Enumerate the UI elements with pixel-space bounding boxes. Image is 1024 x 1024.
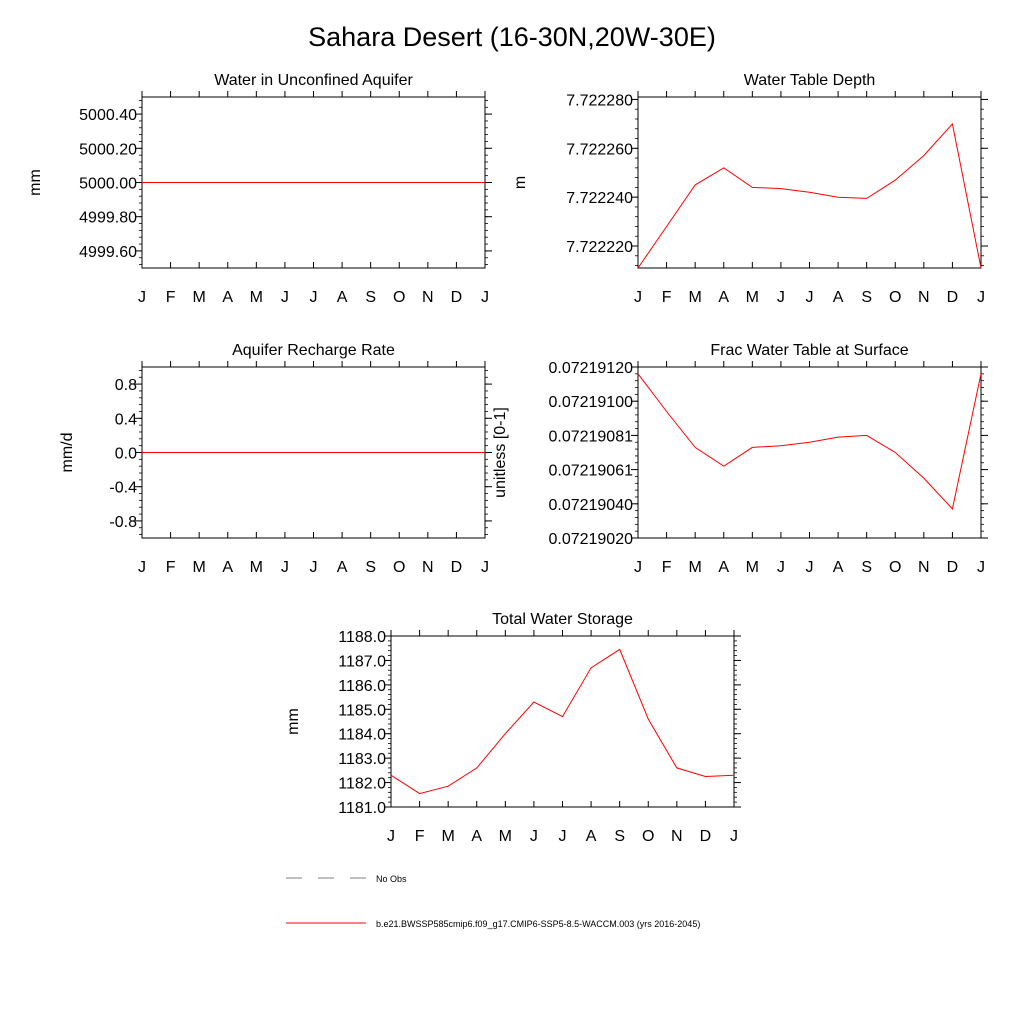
x-tick-label: D	[450, 289, 463, 306]
x-tick-label: A	[222, 289, 234, 306]
x-tick-label: S	[365, 559, 377, 576]
x-tick-label: J	[776, 559, 785, 576]
x-tick-label: F	[165, 559, 176, 576]
y-axis-label: mm/d	[59, 432, 76, 473]
y-tick-label: 5000.40	[79, 107, 137, 125]
x-tick-label: M	[192, 289, 206, 306]
x-tick-label: O	[889, 289, 902, 306]
y-tick-label: 1184.0	[338, 726, 386, 744]
x-tick-label: J	[138, 289, 146, 306]
plot-frame	[638, 97, 981, 268]
x-tick-label: N	[422, 289, 434, 306]
x-tick-label: S	[365, 289, 377, 306]
y-tick-label: -0.8	[109, 513, 137, 531]
x-tick-label: O	[393, 559, 406, 576]
series-line	[638, 124, 981, 268]
plot-frame	[391, 636, 734, 807]
legend	[286, 874, 700, 929]
x-tick-label: A	[471, 828, 483, 845]
x-tick-label: A	[718, 289, 730, 306]
x-tick-label: D	[946, 289, 959, 306]
legend-label: b.e21.BWSSP585cmip6.f09_g17.CMIP6-SSP5-8.5-WACCM.003 (yrs 2016-2045)	[376, 919, 701, 929]
x-tick-label: A	[336, 289, 348, 306]
x-tick-label: A	[585, 828, 597, 845]
x-tick-label: M	[441, 828, 455, 845]
y-axis-label: unitless [0-1]	[492, 407, 509, 498]
x-tick-label: J	[387, 828, 395, 845]
x-tick-label: S	[861, 289, 873, 306]
x-tick-label: N	[422, 559, 434, 576]
x-tick-label: D	[946, 559, 959, 576]
x-tick-label: J	[805, 289, 814, 306]
x-tick-label: D	[699, 828, 712, 845]
x-tick-label: O	[889, 559, 902, 576]
x-tick-label: F	[414, 828, 425, 845]
x-tick-label: M	[249, 559, 263, 576]
y-tick-label: 0.0	[114, 445, 137, 463]
x-tick-label: J	[776, 289, 785, 306]
x-tick-label: J	[481, 559, 489, 576]
x-tick-label: M	[688, 559, 702, 576]
y-tick-label: 1185.0	[338, 702, 386, 720]
y-tick-label: 0.07219100	[548, 394, 633, 412]
x-tick-label: D	[450, 559, 463, 576]
y-tick-label: 7.722260	[566, 141, 633, 159]
x-tick-label: J	[138, 559, 146, 576]
y-tick-label: 1186.0	[338, 677, 386, 695]
x-tick-label: J	[977, 289, 985, 306]
x-tick-label: A	[718, 559, 730, 576]
x-tick-label: A	[832, 559, 844, 576]
y-tick-label: 7.722240	[566, 190, 633, 208]
y-axis-label: mm	[285, 708, 302, 735]
y-tick-label: 5000.20	[79, 141, 137, 159]
x-tick-label: F	[661, 289, 672, 306]
x-tick-label: A	[222, 559, 234, 576]
chart-panel-tws	[285, 611, 741, 845]
y-tick-label: 0.07219120	[548, 360, 633, 377]
y-tick-label: 4999.60	[79, 243, 137, 261]
plot-frame	[638, 367, 981, 538]
x-tick-label: J	[280, 289, 289, 306]
y-tick-label: 0.8	[114, 377, 137, 395]
legend-label: No Obs	[376, 874, 407, 884]
x-tick-label: J	[805, 559, 814, 576]
x-tick-label: F	[661, 559, 672, 576]
x-tick-label: N	[918, 289, 930, 306]
y-tick-label: 7.722220	[566, 239, 633, 257]
y-tick-label: 0.07219061	[548, 462, 633, 480]
y-tick-label: 1182.0	[338, 775, 386, 793]
x-tick-label: M	[249, 289, 263, 306]
y-tick-label: 1183.0	[338, 751, 386, 769]
x-tick-label: J	[309, 559, 318, 576]
x-tick-label: N	[671, 828, 683, 845]
x-tick-label: J	[730, 828, 738, 845]
panel-title: Water in Unconfined Aquifer	[214, 72, 413, 89]
x-tick-label: J	[529, 828, 538, 845]
panel-title: Water Table Depth	[743, 72, 876, 89]
series-line	[391, 649, 734, 793]
x-tick-label: S	[861, 559, 873, 576]
x-tick-label: J	[558, 828, 567, 845]
x-tick-label: S	[614, 828, 626, 845]
y-tick-label: 7.722280	[566, 92, 633, 110]
x-tick-label: A	[832, 289, 844, 306]
figure-title: Sahara Desert (16-30N,20W-30E)	[308, 22, 716, 52]
x-tick-label: M	[498, 828, 512, 845]
chart-panel-frac	[492, 342, 988, 576]
panel-title: Frac Water Table at Surface	[710, 342, 909, 359]
y-tick-label: 5000.00	[79, 175, 137, 193]
x-tick-label: F	[165, 289, 176, 306]
chart-panel-recharge	[59, 342, 492, 576]
y-tick-label: 0.07219020	[548, 531, 633, 548]
chart-panel-aquifer	[27, 72, 492, 306]
y-tick-label: 4999.80	[79, 209, 137, 227]
x-tick-label: M	[192, 559, 206, 576]
x-tick-label: M	[688, 289, 702, 306]
x-tick-label: N	[918, 559, 930, 576]
y-tick-label: 1188.0	[338, 629, 386, 646]
x-tick-label: O	[393, 289, 406, 306]
x-tick-label: M	[745, 289, 759, 306]
x-tick-label: J	[977, 559, 985, 576]
panel-title: Aquifer Recharge Rate	[232, 342, 395, 359]
y-tick-label: 0.07219040	[548, 496, 633, 514]
panel-title: Total Water Storage	[492, 611, 633, 628]
y-tick-label: 0.4	[114, 411, 137, 429]
y-tick-label: 1181.0	[338, 800, 386, 817]
x-tick-label: J	[309, 289, 318, 306]
x-tick-label: J	[634, 289, 642, 306]
x-tick-label: J	[481, 289, 489, 306]
y-axis-label: m	[512, 175, 529, 190]
series-line	[638, 374, 981, 509]
y-tick-label: -0.4	[109, 479, 137, 497]
chart-panel-wtd	[512, 72, 988, 306]
x-tick-label: A	[336, 559, 348, 576]
x-tick-label: O	[642, 828, 655, 845]
y-axis-label: mm	[27, 169, 44, 196]
x-tick-label: M	[745, 559, 759, 576]
y-tick-label: 0.07219081	[548, 428, 633, 446]
x-tick-label: J	[280, 559, 289, 576]
x-tick-label: J	[634, 559, 642, 576]
y-tick-label: 1187.0	[338, 653, 386, 671]
